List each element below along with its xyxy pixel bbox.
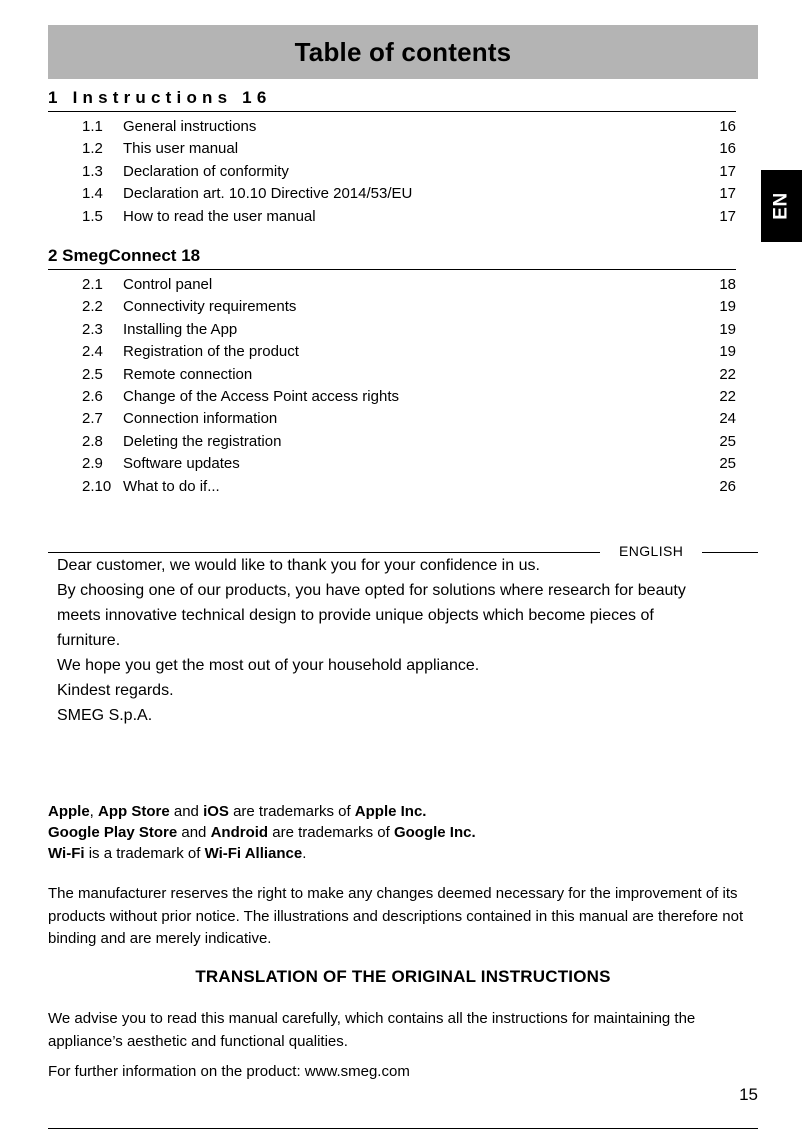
toc-entry-page: 16: [719, 118, 736, 135]
toc-entry-label: Deleting the registration: [123, 432, 282, 450]
toc-entry-number: 2.7: [82, 410, 103, 428]
trademark-sep: is a trademark of: [84, 845, 205, 862]
toc-entry[interactable]: [48, 296, 736, 318]
toc-entry[interactable]: [48, 476, 736, 498]
toc-entry-label: This user manual: [123, 140, 239, 158]
trademark-apple-inc: Apple Inc.: [354, 803, 427, 820]
toc-entry-page: 22: [719, 365, 736, 383]
toc-entry-number: 2.9: [82, 455, 103, 473]
toc-entry-number: 1.5: [82, 207, 103, 225]
advisory-line-1: We advise you to read this manual carefully, which contains all the instructions for maintaining the appliance’s aesthetic and functional qualities.: [48, 1010, 696, 1050]
toc-entry[interactable]: [48, 408, 736, 430]
trademark-apple: Apple: [48, 803, 90, 820]
toc-entry[interactable]: [48, 274, 736, 296]
toc-entry-page: 22: [719, 388, 736, 406]
toc-entry[interactable]: [48, 341, 736, 363]
trademark-sep: are trademarks of: [228, 803, 355, 820]
toc-entry-page: 26: [719, 477, 736, 495]
toc-entry-number: 1.2: [82, 140, 103, 158]
disclaimer-text: The manufacturer reserves the right to make any changes deemed necessary for the improvement of its products without prior notice. The illustrations and descriptions contained in this manual are therefore not binding and are merely indicative.: [48, 885, 744, 947]
trademark-google-play-store: Google Play Store: [48, 824, 178, 841]
toc-entry-page: 24: [719, 410, 736, 428]
toc-entry-page: 17: [719, 207, 736, 225]
toc-entry-page: 19: [719, 320, 736, 338]
toc-entry-page: 16: [719, 140, 736, 158]
toc-entry-label: What to do if...: [123, 477, 220, 495]
welcome-message: [57, 553, 757, 728]
toc-entry-number: 1.3: [82, 162, 103, 180]
toc-entry[interactable]: [48, 161, 736, 183]
toc-entry-number: 1.4: [82, 185, 103, 203]
toc-entry-number: 1.1: [82, 118, 103, 135]
toc-entry-page: 19: [719, 298, 736, 316]
welcome-line-1: Dear customer, we would like to thank you for your confidence in us.: [57, 557, 540, 574]
advisory-spacer: [48, 1053, 758, 1061]
toc-entry-number: 2.2: [82, 298, 103, 316]
trademark-notices: [48, 801, 758, 864]
trademark-sep: are trademarks of: [268, 824, 394, 841]
toc-entry-label: Declaration art. 10.10 Directive 2014/53/EU: [123, 185, 413, 203]
toc-entry[interactable]: [48, 206, 736, 228]
trademark-ios: iOS: [203, 803, 229, 820]
trademark-app-store: App Store: [98, 803, 170, 820]
language-tab-label: EN: [770, 192, 792, 220]
toc-rows: [48, 274, 736, 498]
table-of-contents: [48, 88, 736, 500]
toc-entry-label: How to read the user manual: [123, 207, 316, 225]
toc-entry[interactable]: [48, 116, 736, 138]
trademark-line-google: [48, 822, 758, 843]
footer-page-number: 15: [739, 1085, 758, 1104]
reading-advisory: [48, 1008, 758, 1084]
toc-entry-label: Installing the App: [123, 320, 238, 338]
trademark-sep: .: [302, 845, 307, 862]
toc-entry-number: 2.5: [82, 365, 103, 383]
toc-entry-page: 19: [719, 343, 736, 361]
toc-section: [48, 246, 736, 498]
page-title-banner: [48, 25, 758, 79]
toc-section-heading: 1 Instructions 16: [48, 88, 736, 112]
toc-entry[interactable]: [48, 319, 736, 341]
toc-entry[interactable]: [48, 431, 736, 453]
trademark-sep: ,: [89, 803, 99, 820]
advisory-line-2: For further information on the product: www.smeg.com: [48, 1063, 410, 1080]
toc-section: [48, 88, 736, 228]
welcome-signature: SMEG S.p.A.: [57, 707, 153, 724]
trademark-sep: and: [177, 824, 211, 841]
toc-entry-page: 17: [719, 185, 736, 203]
toc-section-heading: 2 SmegConnect 18: [48, 246, 736, 270]
toc-entry-label: Change of the Access Point access rights: [123, 388, 399, 406]
toc-entry-page: 17: [719, 162, 736, 180]
toc-entry-page: 18: [719, 276, 736, 294]
toc-entry-number: 2.1: [82, 276, 103, 294]
toc-entry-label: General instructions: [123, 118, 257, 135]
toc-entry-label: Declaration of conformity: [123, 162, 289, 180]
translation-notice-heading: TRANSLATION OF THE ORIGINAL INSTRUCTIONS: [195, 967, 611, 986]
toc-entry[interactable]: [48, 364, 736, 386]
toc-entry[interactable]: [48, 138, 736, 160]
toc-rows: [48, 116, 736, 228]
welcome-line-3: We hope you get the most out of your household appliance.: [57, 657, 480, 674]
welcome-line-2: By choosing one of our products, you have opted for solutions where research for beauty meets innovative technical design to provide unique objects which become pieces of furniture.: [57, 582, 686, 649]
toc-entry-page: 25: [719, 455, 736, 473]
trademark-google-inc: Google Inc.: [393, 824, 476, 841]
trademark-android: Android: [210, 824, 269, 841]
toc-entry[interactable]: [48, 183, 736, 205]
trademark-wifi: Wi-Fi: [48, 845, 85, 862]
trademark-wifi-alliance: Wi-Fi Alliance: [204, 845, 303, 862]
toc-entry-label: Connection information: [123, 410, 278, 428]
toc-entry-label: Control panel: [123, 276, 213, 294]
toc-entry-number: 2.6: [82, 388, 103, 406]
toc-entry-label: Remote connection: [123, 365, 253, 383]
language-divider-label: ENGLISH: [619, 543, 684, 559]
trademark-sep: and: [169, 803, 204, 820]
trademark-line-apple: [48, 801, 758, 822]
toc-entry[interactable]: [48, 453, 736, 475]
toc-entry-number: 2.3: [82, 320, 103, 338]
toc-entry[interactable]: [48, 386, 736, 408]
toc-entry-number: 2.4: [82, 343, 103, 361]
toc-entry-number: 2.10: [82, 477, 112, 495]
toc-entry-page: 25: [719, 432, 736, 450]
language-tab-en: [761, 170, 802, 242]
trademark-line-wifi: [48, 843, 758, 864]
footer-rule: [48, 1128, 758, 1129]
toc-entry-label: Registration of the product: [123, 343, 299, 361]
toc-entry-label: Software updates: [123, 455, 240, 473]
toc-entry-number: 2.8: [82, 432, 103, 450]
welcome-line-4: Kindest regards.: [57, 682, 174, 699]
toc-entry-label: Connectivity requirements: [123, 298, 297, 316]
manufacturer-disclaimer: [48, 883, 758, 951]
page-title: Table of contents: [294, 36, 512, 67]
